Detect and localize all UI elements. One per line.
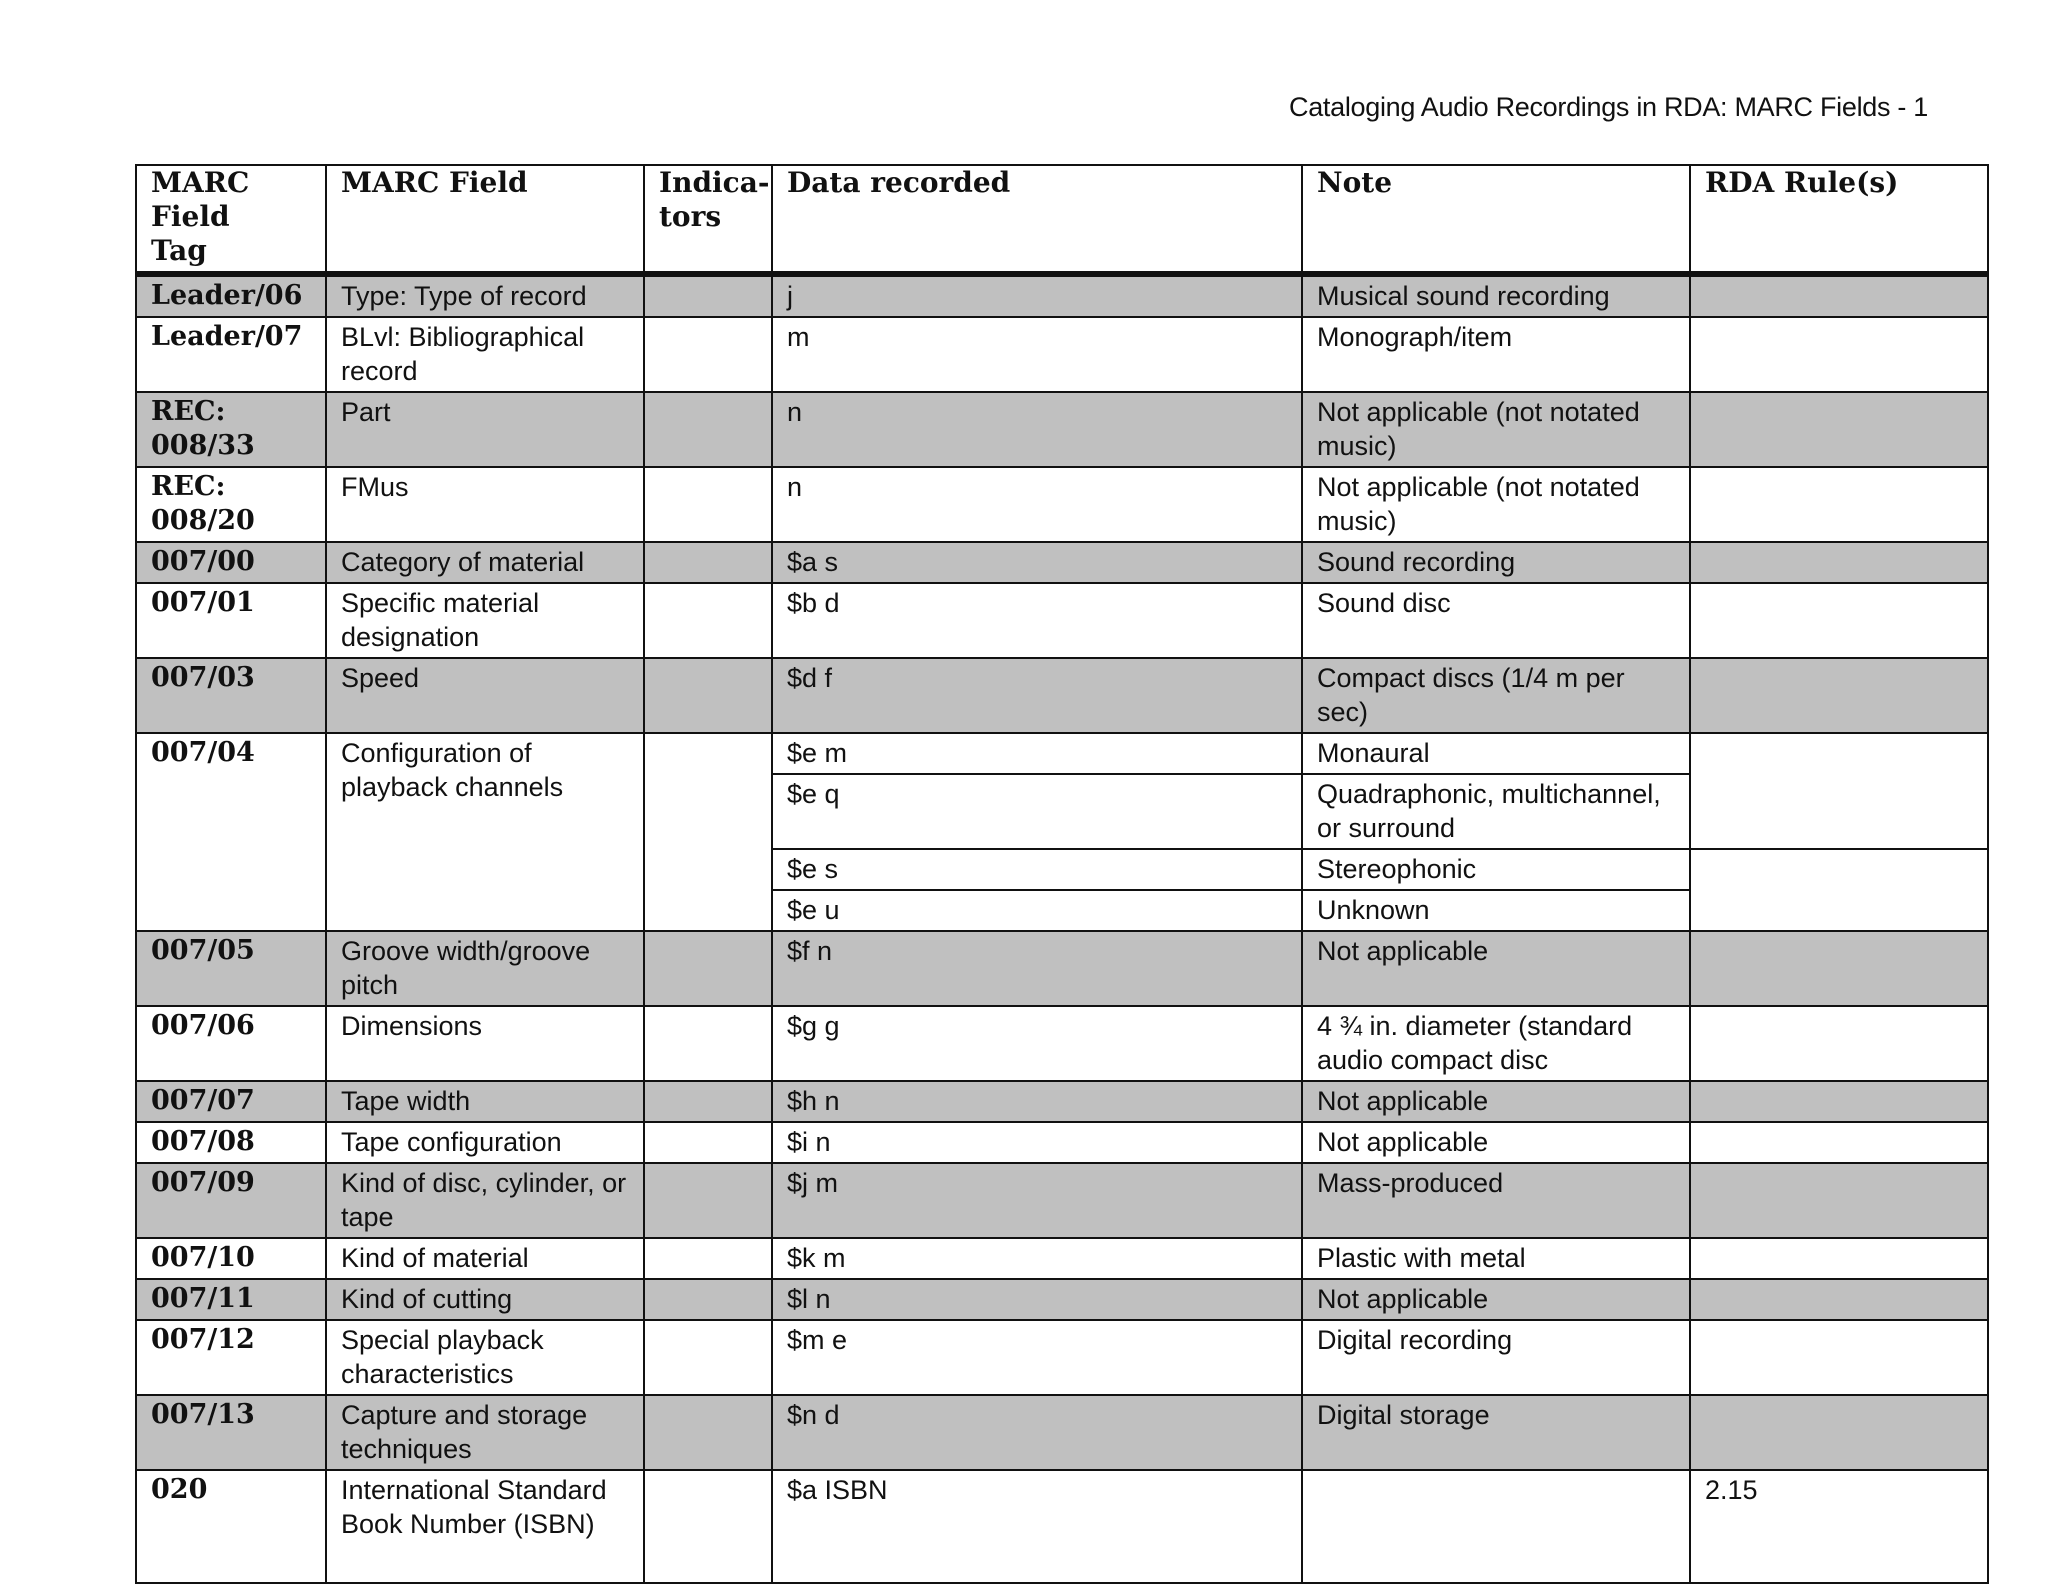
column-header-rda: RDA Rule(s) [1690, 165, 1988, 274]
cell-rda [1690, 1163, 1988, 1238]
cell-note: 4 ¾ in. diameter (standard audio compact disc [1302, 1006, 1690, 1081]
cell-data: $e s [772, 849, 1302, 890]
cell-rda [1690, 542, 1988, 583]
cell-indicators [644, 1163, 772, 1238]
cell-indicators [644, 658, 772, 733]
cell-field: Speed [326, 658, 644, 733]
cell-indicators [644, 1395, 772, 1470]
cell-tag: Leader/07 [136, 317, 326, 392]
cell-tag: 020 [136, 1470, 326, 1583]
cell-data: $k m [772, 1238, 1302, 1279]
table-row [136, 1279, 1988, 1320]
cell-tag: 007/06 [136, 1006, 326, 1081]
column-header-field: MARC Field [326, 165, 644, 274]
table-row [136, 274, 1988, 317]
cell-data: $n d [772, 1395, 1302, 1470]
cell-field: BLvl: Bibliographical record [326, 317, 644, 392]
table-row [136, 931, 1988, 1006]
cell-field: Tape width [326, 1081, 644, 1122]
cell-note: Quadraphonic, multichannel, or surround [1302, 774, 1690, 849]
cell-field: Kind of material [326, 1238, 644, 1279]
cell-data: m [772, 317, 1302, 392]
table-row [136, 1122, 1988, 1163]
cell-data: $d f [772, 658, 1302, 733]
table-row [136, 1163, 1988, 1238]
cell-rda [1690, 467, 1988, 542]
column-header-tag: MARC Field Tag [136, 165, 326, 274]
cell-note: Musical sound recording [1302, 274, 1690, 317]
cell-tag: REC: 008/20 [136, 467, 326, 542]
cell-rda [1690, 317, 1988, 392]
table-row [136, 467, 1988, 542]
cell-rda [1690, 1279, 1988, 1320]
cell-data: $g g [772, 1006, 1302, 1081]
cell-tag: 007/09 [136, 1163, 326, 1238]
cell-indicators [644, 1122, 772, 1163]
cell-tag: 007/03 [136, 658, 326, 733]
cell-note: Monaural [1302, 733, 1690, 774]
cell-indicators [644, 1279, 772, 1320]
cell-data: $h n [772, 1081, 1302, 1122]
cell-field: Capture and storage techniques [326, 1395, 644, 1470]
cell-note: Unknown [1302, 890, 1690, 931]
cell-tag: 007/08 [136, 1122, 326, 1163]
cell-tag: 007/10 [136, 1238, 326, 1279]
cell-indicators [644, 1081, 772, 1122]
cell-data: $j m [772, 1163, 1302, 1238]
cell-rda [1690, 1122, 1988, 1163]
cell-rda [1690, 849, 1988, 931]
cell-note: Not applicable [1302, 1081, 1690, 1122]
cell-indicators [644, 1006, 772, 1081]
cell-data: $a ISBN [772, 1470, 1302, 1583]
cell-tag: Leader/06 [136, 274, 326, 317]
column-header-note: Note [1302, 165, 1690, 274]
cell-note: Not applicable (not notated music) [1302, 392, 1690, 467]
cell-field: Groove width/groove pitch [326, 931, 644, 1006]
cell-rda [1690, 931, 1988, 1006]
cell-indicators [644, 733, 772, 931]
cell-note: Not applicable [1302, 1279, 1690, 1320]
cell-note: Digital storage [1302, 1395, 1690, 1470]
cell-indicators [644, 1470, 772, 1583]
cell-indicators [644, 542, 772, 583]
cell-rda [1690, 583, 1988, 658]
table-row [136, 733, 1988, 774]
cell-tag: 007/00 [136, 542, 326, 583]
column-header-indicators: Indica- tors [644, 165, 772, 274]
cell-field: FMus [326, 467, 644, 542]
cell-data: $f n [772, 931, 1302, 1006]
cell-rda: 2.15 [1690, 1470, 1988, 1583]
cell-note: Sound disc [1302, 583, 1690, 658]
cell-rda [1690, 1081, 1988, 1122]
cell-field: Part [326, 392, 644, 467]
cell-tag: 007/01 [136, 583, 326, 658]
table-row [136, 1081, 1988, 1122]
table-row [136, 583, 1988, 658]
cell-field: Kind of disc, cylinder, or tape [326, 1163, 644, 1238]
cell-field: Specific material designation [326, 583, 644, 658]
page-header: Cataloging Audio Recordings in RDA: MARC Fields - 1 [1289, 92, 1928, 122]
cell-tag: 007/05 [136, 931, 326, 1006]
cell-indicators [644, 1238, 772, 1279]
cell-data: $l n [772, 1279, 1302, 1320]
table-row [136, 392, 1988, 467]
cell-field: Configuration of playback channels [326, 733, 644, 931]
cell-tag: 007/12 [136, 1320, 326, 1395]
table-row [136, 1320, 1988, 1395]
table-body [136, 274, 1988, 1583]
cell-field: Dimensions [326, 1006, 644, 1081]
cell-rda [1690, 1006, 1988, 1081]
cell-data: n [772, 467, 1302, 542]
cell-indicators [644, 274, 772, 317]
cell-rda [1690, 733, 1988, 849]
cell-rda [1690, 1395, 1988, 1470]
cell-field: International Standard Book Number (ISBN) [326, 1470, 644, 1583]
table-row [136, 542, 1988, 583]
cell-note: Sound recording [1302, 542, 1690, 583]
cell-data: $m e [772, 1320, 1302, 1395]
cell-data: n [772, 392, 1302, 467]
cell-tag: 007/04 [136, 733, 326, 931]
marc-fields-table [135, 164, 1989, 1584]
cell-tag: 007/07 [136, 1081, 326, 1122]
cell-note: Compact discs (1/4 m per sec) [1302, 658, 1690, 733]
cell-indicators [644, 583, 772, 658]
table-row [136, 1470, 1988, 1583]
table-row [136, 317, 1988, 392]
table-row [136, 1238, 1988, 1279]
cell-indicators [644, 392, 772, 467]
cell-note [1302, 1470, 1690, 1583]
cell-tag: 007/13 [136, 1395, 326, 1470]
table-row [136, 1006, 1988, 1081]
cell-data: $a s [772, 542, 1302, 583]
cell-field: Tape configuration [326, 1122, 644, 1163]
cell-note: Plastic with metal [1302, 1238, 1690, 1279]
cell-rda [1690, 392, 1988, 467]
cell-note: Not applicable [1302, 931, 1690, 1006]
cell-data: $b d [772, 583, 1302, 658]
cell-indicators [644, 467, 772, 542]
cell-field: Special playback characteristics [326, 1320, 644, 1395]
cell-note: Monograph/item [1302, 317, 1690, 392]
cell-note: Mass-produced [1302, 1163, 1690, 1238]
cell-note: Not applicable [1302, 1122, 1690, 1163]
cell-indicators [644, 931, 772, 1006]
table-header-row [136, 165, 1988, 274]
cell-field: Category of material [326, 542, 644, 583]
cell-rda [1690, 274, 1988, 317]
cell-field: Kind of cutting [326, 1279, 644, 1320]
cell-note: Not applicable (not notated music) [1302, 467, 1690, 542]
cell-field: Type: Type of record [326, 274, 644, 317]
cell-data: $e q [772, 774, 1302, 849]
cell-note: Stereophonic [1302, 849, 1690, 890]
column-header-data: Data recorded [772, 165, 1302, 274]
cell-data: j [772, 274, 1302, 317]
cell-data: $i n [772, 1122, 1302, 1163]
table-row [136, 1395, 1988, 1470]
cell-indicators [644, 1320, 772, 1395]
table-row [136, 658, 1988, 733]
cell-rda [1690, 658, 1988, 733]
cell-tag: REC: 008/33 [136, 392, 326, 467]
cell-indicators [644, 317, 772, 392]
cell-data: $e m [772, 733, 1302, 774]
cell-rda [1690, 1320, 1988, 1395]
cell-data: $e u [772, 890, 1302, 931]
cell-note: Digital recording [1302, 1320, 1690, 1395]
cell-tag: 007/11 [136, 1279, 326, 1320]
cell-rda [1690, 1238, 1988, 1279]
